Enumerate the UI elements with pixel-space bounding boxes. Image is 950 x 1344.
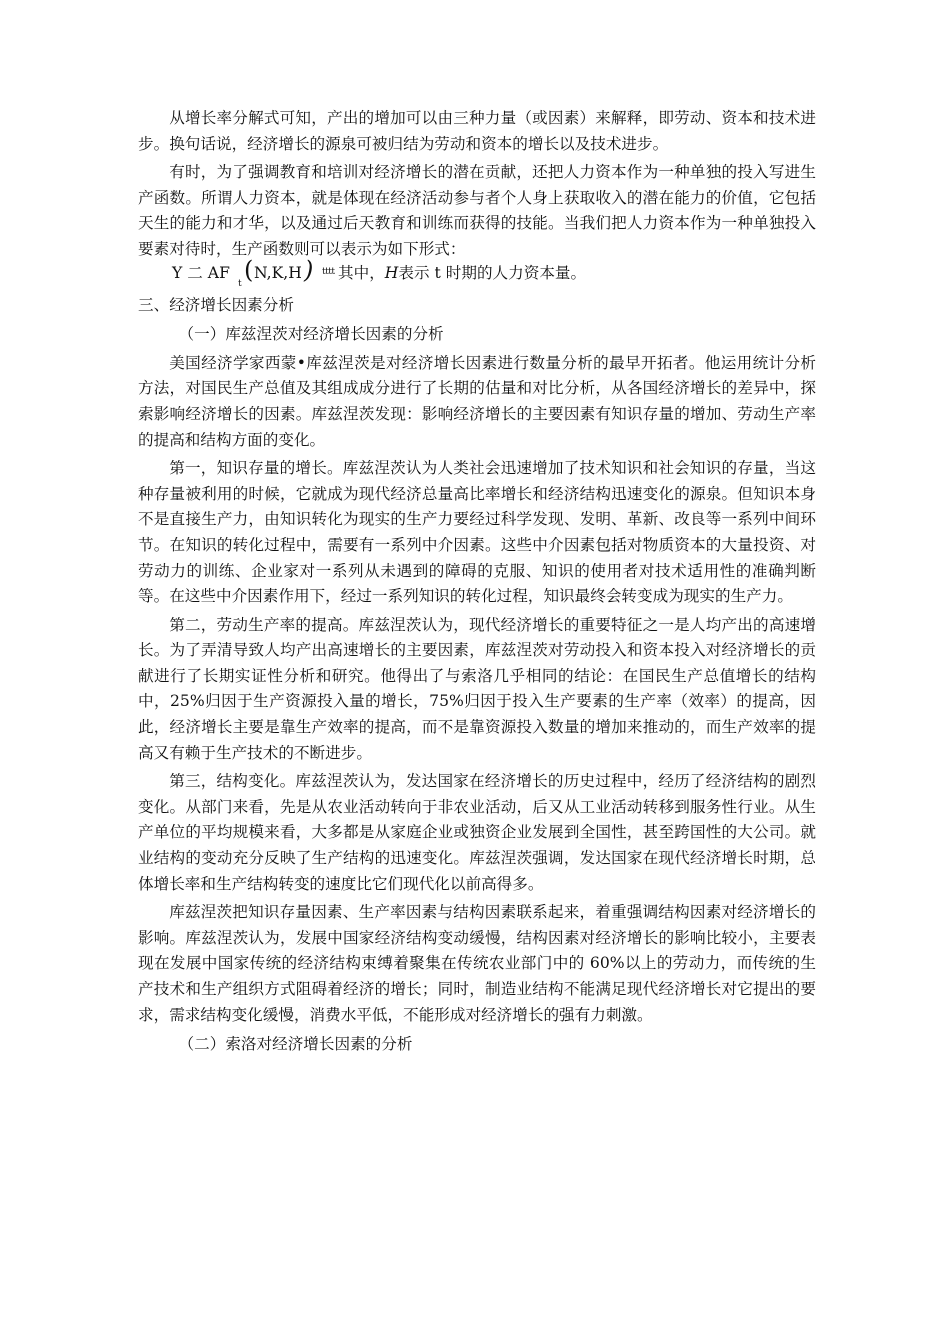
paragraph-kuznets-intro: 美国经济学家西蒙•库兹涅茨是对经济增长因素进行数量分析的最早开拓者。他运用统计分析方法，对国民生产总值及其组成成分进行了长期的估量和对比分析，从各国经济增长的差异中，探索影响经济增长的因素。库兹涅茨发现：影响经济增长的主要因素有知识存量的增加、劳动生产率的提高和结构方面的变化。 [138,353,816,449]
formula-lhs: Y 二 AF [172,263,230,282]
paragraph-kuznets-summary: 库兹涅茨把知识存量因素、生产率因素与结构因素联系起来，着重强调结构因素对经济增长的影响。库兹涅茨认为，发展中国家经济结构变动缓慢，结构因素对经济增长的影响比较小，主要表现在发展中国家传统的经济结构束缚着聚集在传统农业部门中的 60%以上的劳动力，而传统的生产技术和生产组织方式阻碍着经济的增长；同时，制造业结构不能满足现代经济增长对它提出的要求，需求结构变化缓慢，消费水平低，不能形成对经济增长的强有力刺激。 [138,903,816,1024]
subsection-heading-solow: （二）索洛对经济增长因素的分析 [178,1035,413,1054]
paragraph-growth-decomposition: 从增长率分解式可知，产出的增加可以由三种力量（或因素）来解释，即劳动、资本和技术进步。换句话说，经济增长的源泉可被归结为劳动和资本的增长以及技术进步。 [138,109,816,153]
production-function-formula [138,255,816,289]
section-heading-3: 三、经济增长因素分析 [138,295,294,314]
formula-explanation-prefix: 其中， [338,263,385,282]
document-body [138,106,816,1058]
formula-arguments: N,K,H [254,263,302,282]
formula-explanation-suffix: 表示 t 时期的人力资本量。 [398,263,587,282]
paragraph-structural-change: 第三，结构变化。库兹涅茨认为，发达国家在经济增长的历史过程中，经历了经济结构的剧烈变化。从部门来看，先是从农业活动转向于非农业活动，后又从工业活动转移到服务性行业。从生产单位的平均规模来看，大多都是从家庭企业或独资企业发展到全国性，甚至跨国性的大公司。就业结构的变动充分反映了生产结构的迅速变化。库兹涅茨强调，发达国家在现代经济增长时期，总体增长率和生产结构转变的速度比它们现代化以前高得多。 [138,772,816,893]
formula-explanation [338,261,586,285]
paragraph-labor-productivity: 第二，劳动生产率的提高。库兹涅茨认为，现代经济增长的重要特征之一是人均产出的高速增长。为了弄清导致人均产出高速增长的主要因素，库兹涅茨对劳动投入和资本投入对经济增长的贡献进行了长期实证性分析和研究。他得出了与索洛几乎相同的结论：在国民生产总值增长的结构中，25%归因于生产资源投入量的增长，75%归因于投入生产要素的生产率（效率）的提高，因此，经济增长主要是靠生产效率的提高，而不是靠资源投入数量的增加来推动的，而生产效率的提高又有赖于生产技术的不断进步。 [138,615,816,762]
subsection-heading-kuznets: （一）库兹涅茨对经济增长因素的分析 [178,325,444,344]
paragraph-knowledge-stock: 第一，知识存量的增长。库兹涅茨认为人类社会迅速增加了技术知识和社会知识的存量，当这种存量被利用的时候，它就成为现代经济总量高比率增长和经济结构迅速变化的源泉。但知识本身不是直接生产力，由知识转化为现实的生产力要经过科学发现、发明、革新、改良等一系列中间环节。在知识的转化过程中，需要有一系列中介因素。这些中介因素包括对物质资本的大量投资、对劳动力的训练、企业家对一系列从未遇到的障碍的克服、知识的使用者对技术适用性的准确判断等。在这些中介因素作用下，经过一系列知识的转化过程，知识最终会转变成为现实的生产力。 [138,459,816,606]
formula-paren-left: ( [244,255,254,284]
formula-subscript-tttt: tttt [322,266,335,277]
paragraph-human-capital: 有时，为了强调教育和培训对经济增长的潜在贡献，还把人力资本作为一种单独的投入写进生产函数。所谓人力资本，就是体现在经济活动参与者个人身上获取收入的潜在能力的价值，它包括天生的能力和才华，以及通过后天教育和训练而获得的技能。当我们把人力资本作为一种单独投入要素对待时，生产函数则可以表示为如下形式： [138,163,816,258]
formula-subscript-t: t [238,278,242,289]
formula-paren-right: ) [304,255,314,284]
formula-variable-h: H [384,263,399,282]
